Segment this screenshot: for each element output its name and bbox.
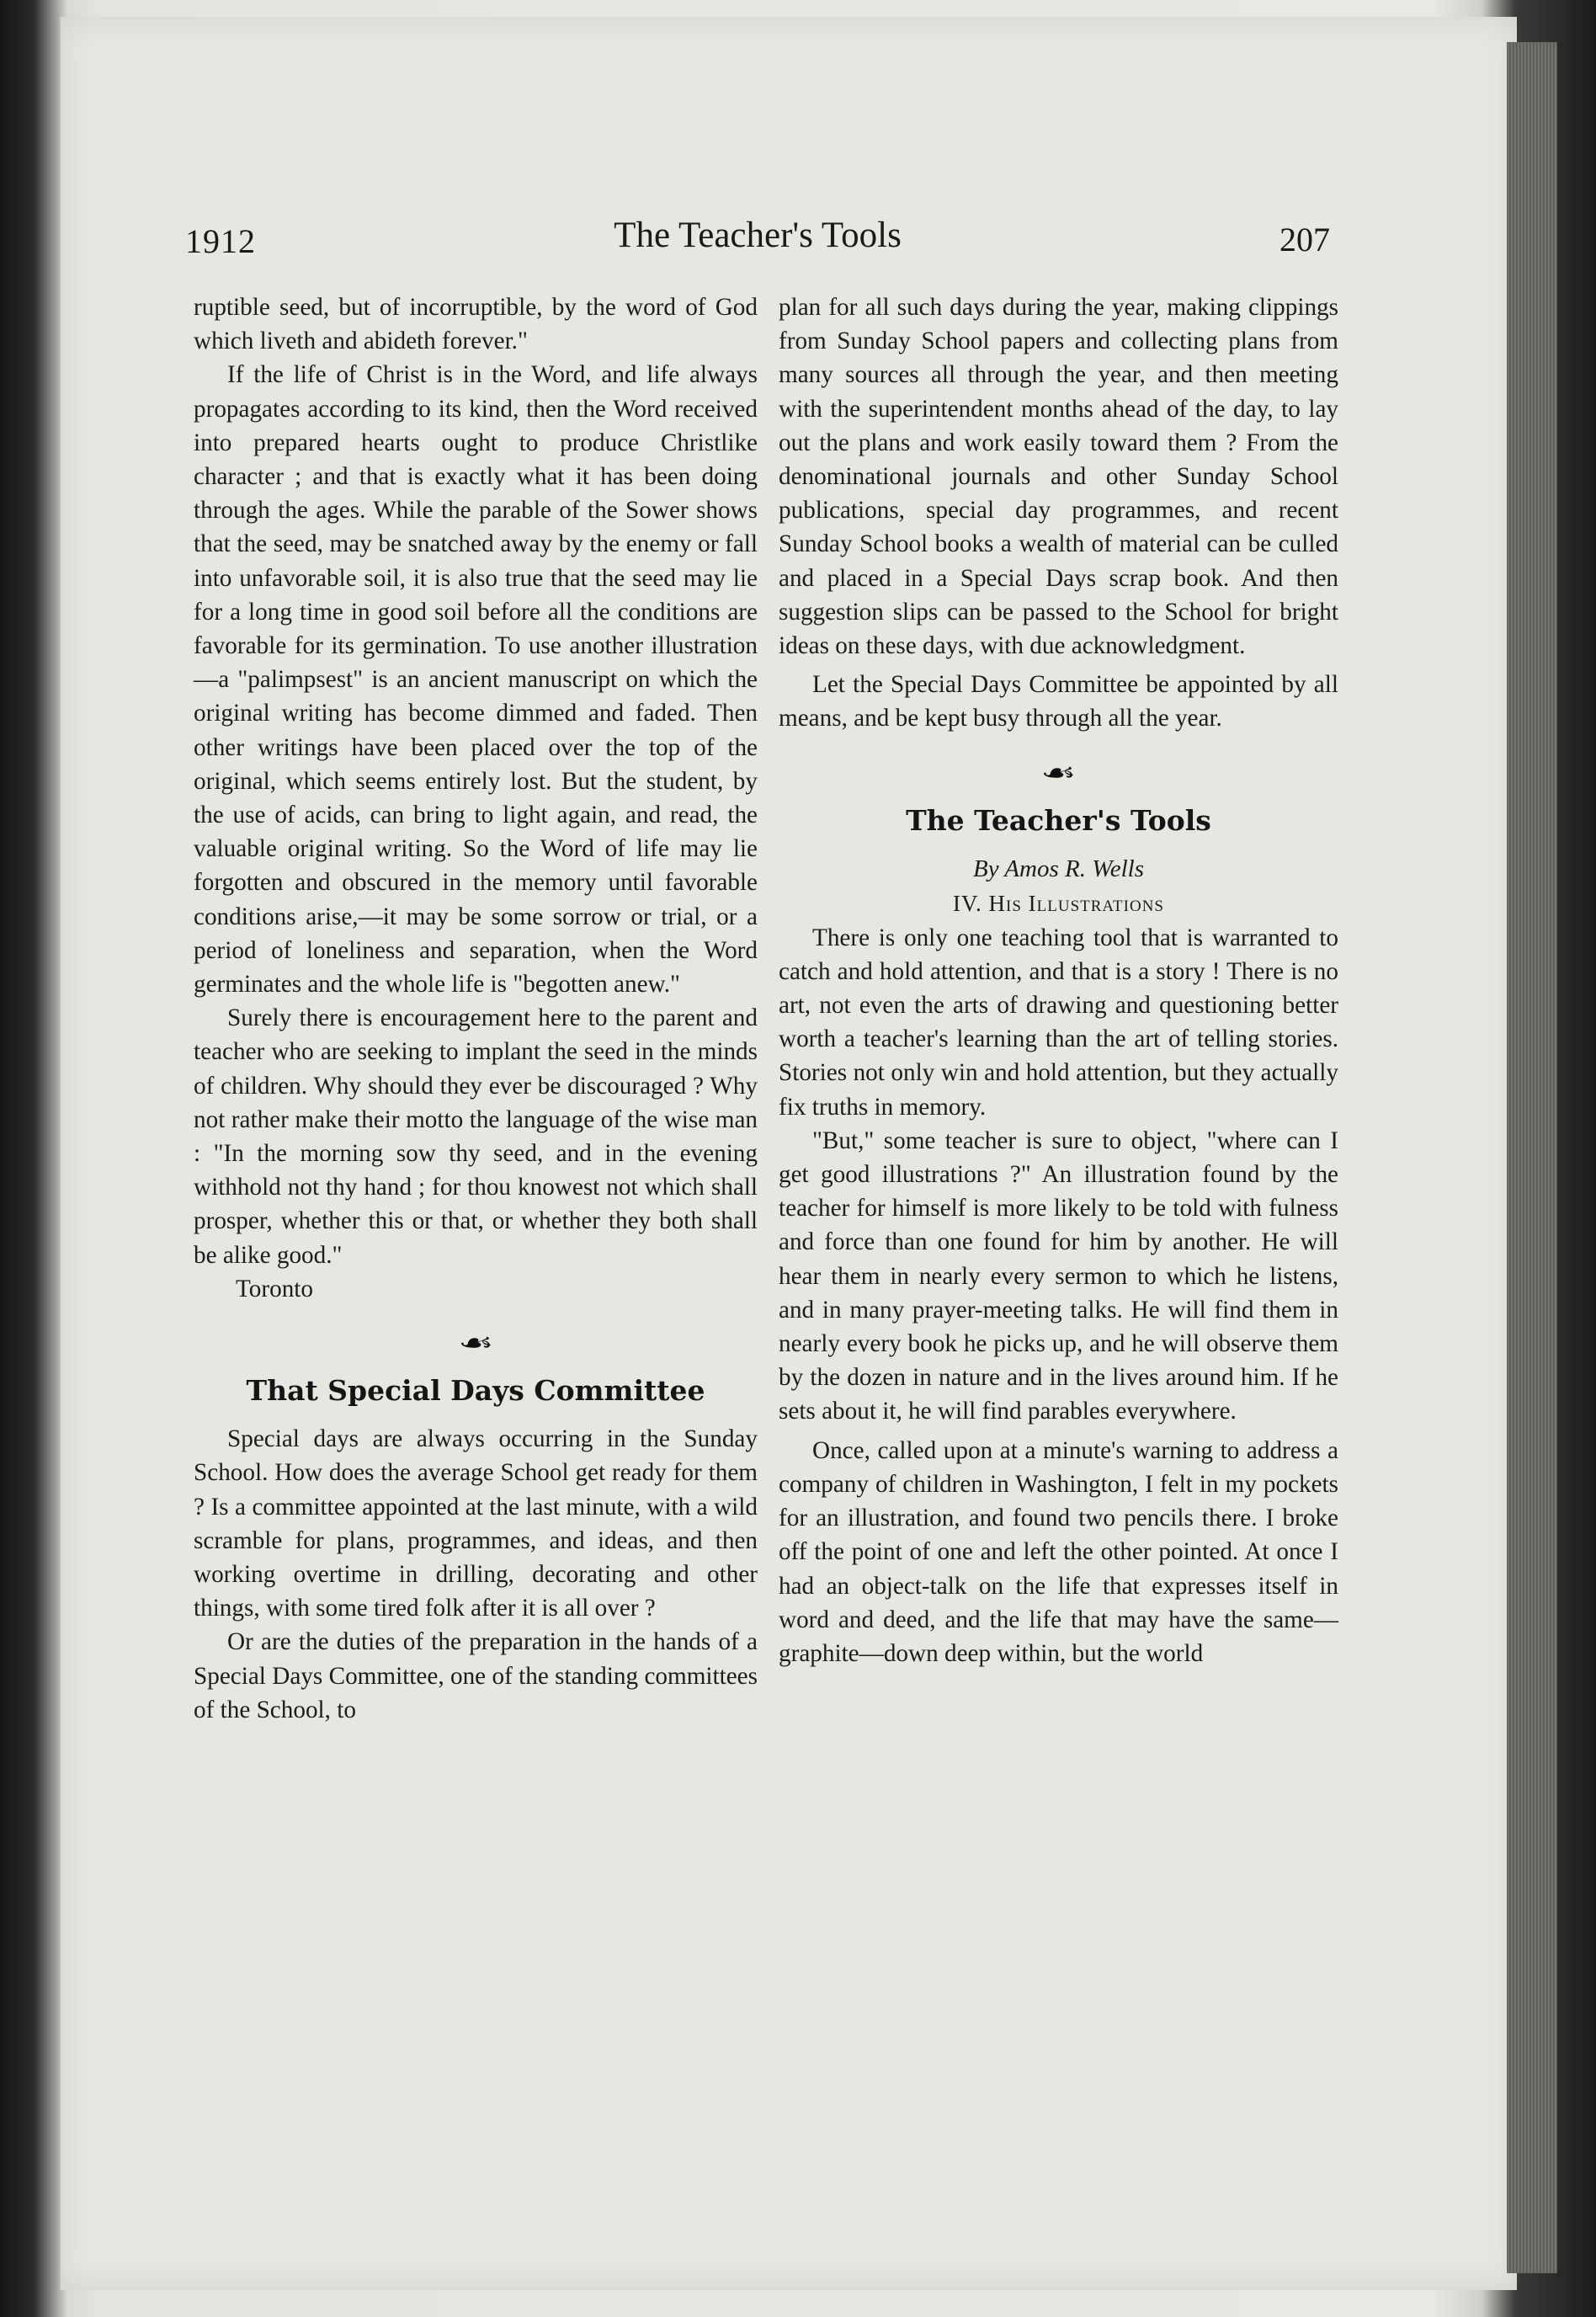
continuation-text: plan for all such days during the year, making clippings from Sunday School papers and collecting plans from many sources all through the year, and then meeting with the superintendent months ahead of the day, to lay out the plans and work easily toward them ? From the denominational journals and other Sunday School publications, special day programmes, and recent Sunday School books a wealth of material can be culled and placed in a Special Days scrap book. And then suggestion slips can be passed to the School for bright ideas on these days, with due acknowledgment. <box>779 294 1338 660</box>
paragraph: Let the Special Days Committee be appointed by all means, and be kept busy through all the year. <box>779 671 1338 732</box>
paragraph: Special days are always occurring in the Sunday School. How does the average School get ready for them ? Is a committee appointed at the last minute, with a wild scramble for plans, programmes, and ideas, and then working overtime in drilling, decorating and other things, with some tired folk after it is all over ? <box>194 1425 758 1622</box>
page-edges <box>1507 42 1557 2273</box>
paragraph: Or are the duties of the preparation in the hands of a Special Days Committee, one of the standing committees of the School, to <box>194 1628 758 1723</box>
running-title: The Teacher's Tools <box>614 216 902 255</box>
paragraph: Once, called upon at a minute's warning to address a company of children in Washington, I felt in my pockets for an illustration, and found two pencils there. I broke off the point of one and left the other pointed. At once I had an object-talk on the life that expresses itself in word and deed, and the life that may have the same—graphite—down deep within, but the world <box>779 1436 1338 1667</box>
section-label: IV. His Illustrations <box>953 890 1164 916</box>
left-column <box>194 290 758 1727</box>
right-column <box>779 290 1338 1670</box>
article-title: The Teacher's Tools <box>906 803 1211 837</box>
fleuron-ornament-icon: ☙ <box>457 1329 494 1358</box>
page-number: 207 <box>1279 221 1330 258</box>
paragraph: "But," some teacher is sure to object, "where can I get good illustrations ?" An illustration found by the teacher for himself is more likely to be told with fulness and force than one found for him by another. He will hear them in nearly every sermon to which he listens, and in many prayer-meeting talks. He will find them in nearly every book he picks up, and he will observe them by the dozen in nature and in the lives around him. If he sets about it, he will find parables everywhere. <box>779 1127 1338 1425</box>
continuation-text: ruptible seed, but of incorruptible, by the word of God which liveth and abideth forever." <box>194 294 758 355</box>
year: 1912 <box>185 222 256 260</box>
running-head <box>185 215 1330 265</box>
paragraph: Surely there is encouragement here to the parent and teacher who are seeking to implant the seed in the minds of children. Why should they ever be discouraged ? Why not rather make their motto the language of the wise man : "In the morning sow thy seed, and in the evening withhold not thy hand ; for thou knowest not which shall prosper, whether this or that, or whether they both shall be alike good." <box>194 1004 758 1269</box>
article-title: That Special Days Committee <box>246 1374 705 1408</box>
signature: Toronto <box>236 1275 313 1302</box>
byline: By Amos R. Wells <box>973 855 1144 882</box>
fleuron-ornament-icon: ☙ <box>1040 759 1077 787</box>
paragraph: If the life of Christ is in the Word, and life always propagates according to its kind, then the Word received into prepared hearts ought to produce Christlike character ; and that is exactly what it has been doing through the ages. While the parable of the Sower shows that the seed, may be snatched away by the enemy or fall into unfavorable soil, it is also true that the seed may lie for a long time in good soil before all the conditions are favorable for its germination. To use another illustration—a "palimpsest" is an ancient manuscript on which the original writing has become dimmed and faded. Then other writings have been placed over the top of the original, which seems entirely lost. But the student, by the use of acids, can bring to light again, and read, the valuable original writing. So the Word of life may lie forgotten and obscured in the memory until favorable conditions arise,—it may be some sorrow or trial, or a period of loneliness and separation, when the Word germinates and the whole life is "begotten anew." <box>194 361 758 999</box>
paragraph: There is only one teaching tool that is warranted to catch and hold attention, and that is a story ! There is no art, not even the arts of drawing and questioning better worth a teacher's learning than the art of telling stories. Stories not only win and hold attention, but they actually fix truths in memory. <box>779 924 1338 1121</box>
